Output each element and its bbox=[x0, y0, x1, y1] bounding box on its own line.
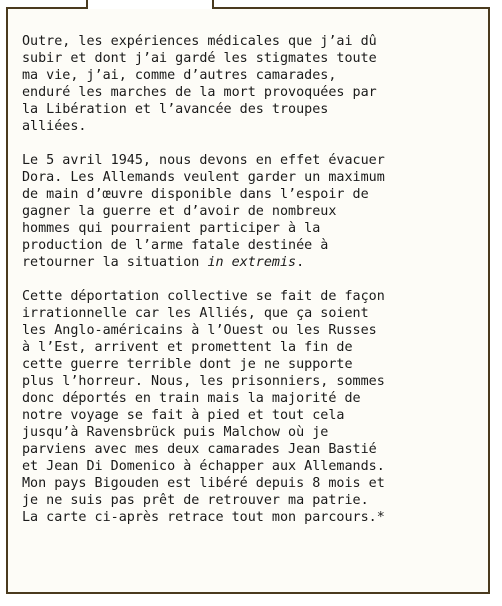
text-line: parviens avec mes deux camarades Jean Bastié bbox=[22, 442, 377, 457]
text-line: jusqu’à Ravensbrück puis Malchow où je bbox=[22, 425, 329, 440]
text-line: les Anglo-américains à l’Ouest ou les Russes bbox=[22, 323, 377, 338]
text-line-last bbox=[22, 254, 480, 271]
paragraph-3 bbox=[22, 288, 480, 526]
frame-notch bbox=[88, 0, 212, 9]
text-line: donc déportés en train mais la majorité de bbox=[22, 391, 361, 406]
text-fragment: . bbox=[296, 255, 305, 270]
text-line: cette guerre terrible dont je ne supporte bbox=[22, 357, 353, 372]
paragraph-2 bbox=[22, 152, 480, 271]
text-line: irrationnelle car les Alliés, que ça soient bbox=[22, 306, 369, 321]
text-line: ma vie, j’ai, comme d’autres camarades, bbox=[22, 68, 337, 83]
text-line: gagner la guerre et d’avoir de nombreux bbox=[22, 204, 337, 219]
text-line: Cette déportation collective se fait de façon bbox=[22, 289, 385, 304]
text-line: La carte ci-après retrace tout mon parcours.* bbox=[22, 510, 385, 525]
text-line: la Libération et l’avancée des troupes bbox=[22, 102, 329, 117]
text-line: Mon pays Bigouden est libéré depuis 8 mois et bbox=[22, 476, 385, 491]
text-line: alliées. bbox=[22, 119, 87, 134]
text-line: plus l’horreur. Nous, les prisonniers, sommes bbox=[22, 374, 385, 389]
paragraph-1 bbox=[22, 33, 480, 135]
text-line: notre voyage se fait à pied et tout cela bbox=[22, 408, 345, 423]
text-line: production de l’arme fatale destinée à bbox=[22, 238, 329, 253]
italic-phrase: in extremis bbox=[207, 255, 297, 270]
memoir-text bbox=[22, 33, 480, 526]
text-line: de main d’œuvre disponible dans l’espoir de bbox=[22, 187, 369, 202]
text-line: Outre, les expériences médicales que j’ai dû bbox=[22, 34, 377, 49]
text-line: hommes qui pourraient participer à la bbox=[22, 221, 321, 236]
text-fragment: retourner la situation bbox=[22, 255, 208, 270]
text-line: enduré les marches de la mort provoquées par bbox=[22, 85, 377, 100]
text-line: et Jean Di Domenico à échapper aux Allemands. bbox=[22, 459, 385, 474]
text-line: je ne suis pas prêt de retrouver ma patrie. bbox=[22, 493, 369, 508]
frame-notch-right-edge bbox=[212, 0, 214, 9]
text-line: Le 5 avril 1945, nous devons en effet évacuer bbox=[22, 153, 385, 168]
frame-notch-left-edge bbox=[86, 0, 88, 9]
text-line: subir et dont j’ai gardé les stigmates toute bbox=[22, 51, 377, 66]
text-line: Dora. Les Allemands veulent garder un maximum bbox=[22, 170, 385, 185]
text-line: à l’Est, arrivent et promettent la fin de bbox=[22, 340, 353, 355]
